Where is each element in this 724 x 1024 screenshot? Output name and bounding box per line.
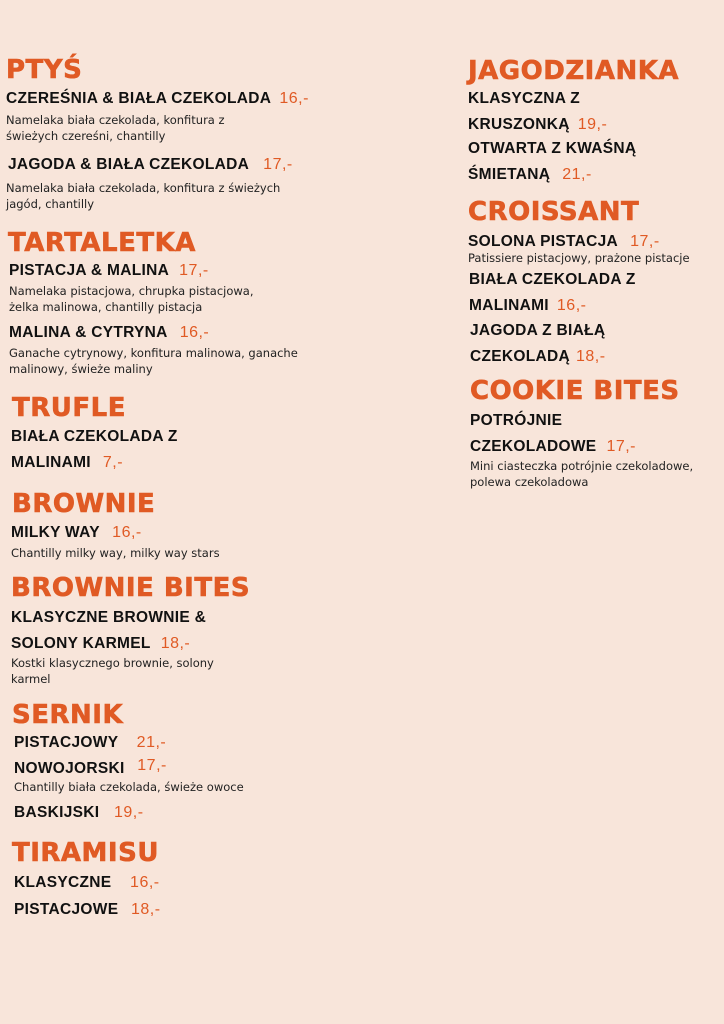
item-name: SOLONA PISTACJA [468,233,618,250]
desc-line: Kostki klasycznego brownie, solony [11,656,214,670]
item-price: 17,- [137,757,167,774]
desc-line: jagód, chantilly [6,197,95,211]
item-name: MALINA & CYTRYNA [9,324,168,341]
item-price: 18,- [130,901,161,918]
item-name-line: POTRÓJNIE [470,412,563,429]
menu-item-name [9,320,209,346]
item-name-line: JAGODA Z BIAŁĄ [470,322,606,339]
item-price: 21,- [136,734,167,751]
item-price: 16,- [279,90,309,107]
menu-item-name [468,136,636,188]
item-name-line: KRUSZONKĄ [468,116,570,133]
item-price: 21,- [562,166,592,183]
item-description [470,458,693,490]
item-description [468,250,690,266]
desc-line: świeżych czereśni, chantilly [6,129,166,143]
item-name: PISTACJOWE [14,901,119,918]
item-price: 16,- [556,297,587,314]
menu-item-name [470,318,606,370]
desc-line: Patissiere pistacjowy, prażone pistacje [468,251,690,265]
section-title-tartaletka: TARTALETKA [8,228,196,258]
menu-item-name [468,86,607,138]
desc-line: Mini ciasteczka potrójnie czekoladowe, [470,459,694,473]
item-price: 19,- [577,116,608,133]
item-price: 17,- [630,233,660,250]
item-description [6,112,225,144]
section-title-brownie-bites: BROWNIE BITES [11,573,251,603]
desc-line: karmel [11,672,51,686]
item-name-line: BIAŁA CZEKOLADA Z [11,428,178,445]
desc-line: polewa czekoladowa [470,475,589,489]
item-name-line: ŚMIETANĄ [468,166,551,183]
desc-line: Chantilly biała czekolada, świeże owoce [14,780,244,794]
item-description [11,545,220,561]
menu-item-name [6,86,309,112]
item-price: 17,- [179,262,209,279]
desc-line: Namelaka pistacjowa, chrupka pistacjowa, [9,284,254,298]
section-title-trufle: TRUFLE [12,393,126,423]
item-name: KLASYCZNE [14,874,112,891]
section-title-ptys: PTYŚ [6,55,83,85]
item-description [9,283,253,315]
item-name-line: KLASYCZNA Z [468,90,581,107]
desc-line: Namelaka biała czekolada, konfitura z [6,113,225,127]
section-title-sernik: SERNIK [12,700,124,730]
item-name: PISTACJOWY [14,734,119,751]
item-name: BASKIJSKI [14,804,100,821]
menu-item-name [470,408,636,460]
menu-item-name [8,152,293,178]
item-name: MILKY WAY [11,524,100,541]
menu-item-name [14,897,161,923]
item-description [14,779,244,795]
item-name-line: OTWARTA Z KWAŚNĄ [468,140,637,157]
item-price: 18,- [576,348,606,365]
menu-item-name [469,267,636,319]
item-price: 19,- [114,804,144,821]
item-name-line: KLASYCZNE BROWNIE & [11,609,207,626]
desc-line: żelka malinowa, chantilly pistacja [9,300,203,314]
item-name: PISTACJA & MALINA [9,262,169,279]
section-title-brownie: BROWNIE [12,489,156,519]
menu-item-name [14,730,166,756]
menu-item-name [11,605,206,657]
menu-item-name [11,520,142,546]
item-price: 18,- [160,635,191,652]
menu-item-name [14,870,160,896]
item-name: CZEREŚNIA & BIAŁA CZEKOLADA [6,90,271,107]
item-name-line: CZEKOLADĄ [470,348,570,365]
item-name-line: MALINAMI [11,454,91,471]
desc-line: Chantilly milky way, milky way stars [11,546,220,560]
item-name-line: SOLONY KARMEL [11,635,151,652]
section-title-jagodzianka: JAGODZIANKA [468,56,679,86]
item-name-line: CZEKOLADOWE [470,438,597,455]
menu-item-name [14,800,144,826]
section-title-cookie-bites: COOKIE BITES [470,376,680,406]
item-description [6,180,280,212]
desc-line: Namelaka biała czekolada, konfitura z świeżych [6,181,281,195]
item-name: NOWOJORSKI [14,760,125,777]
item-price: 16,- [130,874,160,891]
item-price: 17,- [606,438,637,455]
item-name-line: MALINAMI [469,297,549,314]
item-price: 7,- [102,454,124,471]
item-description [9,345,298,377]
section-title-tiramisu: TIRAMISU [12,838,159,868]
item-price: 16,- [179,324,210,341]
menu-item-name [11,424,178,476]
item-description [11,655,214,687]
desc-line: Ganache cytrynowy, konfitura malinowa, ganache [9,346,298,360]
item-name: JAGODA & BIAŁA CZEKOLADA [8,156,249,173]
item-price: 17,- [263,156,293,173]
section-title-croissant: CROISSANT [468,197,640,227]
item-name-line: BIAŁA CZEKOLADA Z [469,271,636,288]
item-price: 16,- [112,524,142,541]
menu-item-name [9,258,209,284]
desc-line: malinowy, świeże maliny [9,362,153,376]
